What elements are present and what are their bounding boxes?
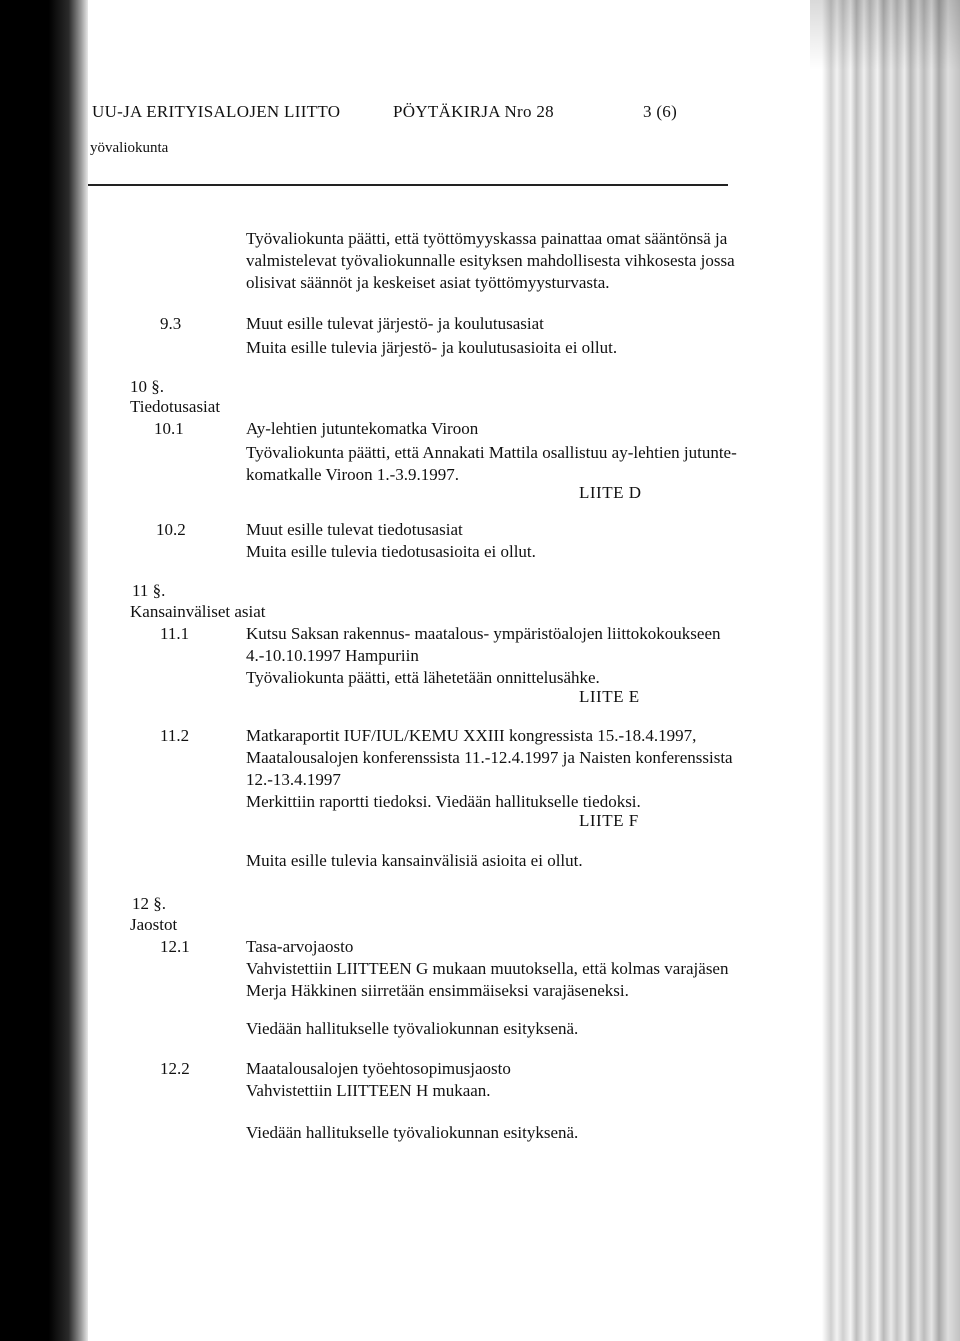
item-11-2-text-2: 12.-13.4.1997 (246, 770, 341, 789)
item-12-2-text-1: Vahvistettiin LIITTEEN H mukaan. (246, 1081, 491, 1100)
item-12-2-number: 12.2 (160, 1059, 190, 1078)
item-12-1-title: Tasa-arvojaosto (246, 937, 354, 956)
document-page (88, 0, 810, 1341)
item-10-2-title: Muut esille tulevat tiedotusasiat (246, 520, 463, 539)
item-9-3-number: 9.3 (160, 314, 182, 333)
item-11-1-title: Kutsu Saksan rakennus- maatalous- ympäristöalojen liittokokoukseen (246, 624, 721, 643)
item-11-2-extra: Muita esille tulevia kansainvälisiä asioita ei ollut. (246, 851, 583, 870)
section-11-title: Kansainväliset asiat (130, 602, 266, 621)
item-11-2-attachment: LIITE F (579, 811, 639, 830)
section-11-number: 11 §. (132, 581, 166, 600)
item-11-2-title: Matkaraportit IUF/IUL/KEMU XXIII kongressista 15.-18.4.1997, (246, 726, 697, 745)
item-10-1-number: 10.1 (154, 419, 184, 438)
item-11-1-attachment: LIITE E (579, 687, 640, 706)
item-12-1-text-2: Merja Häkkinen siirretään ensimmäiseksi varajäseneksi. (246, 981, 629, 1000)
header-organization: UU-JA ERITYISALOJEN LIITTO (92, 102, 341, 121)
page-header (88, 102, 728, 128)
item-10-1-text-2: komatkalle Viroon 1.-3.9.1997. (246, 465, 460, 484)
item-11-1-text-2: Työvaliokunta päätti, että lähetetään onnittelusähke. (246, 668, 600, 687)
item-9-3-text: Muita esille tulevia järjestö- ja koulutusasioita ei ollut. (246, 338, 618, 357)
intro-line-2: valmistelevat työvaliokunnalle esityksen mahdollisesta vihkosesta jossa (246, 251, 735, 270)
scan-page-stack-right (810, 0, 960, 1341)
scan-edge-left (0, 0, 88, 1341)
intro-line-1: Työvaliokunta päätti, että työttömyyskassa painattaa omat sääntönsä ja (246, 229, 728, 248)
item-11-1-text-1: 4.-10.10.1997 Hampuriin (246, 646, 419, 665)
section-10-title: Tiedotusasiat (130, 397, 221, 416)
header-page-number: 3 (6) (643, 102, 678, 121)
item-10-1-text-1: Työvaliokunta päätti, että Annakati Mattila osallistuu ay-lehtien jutunte- (246, 443, 737, 462)
item-12-1-text-1: Vahvistettiin LIITTEEN G mukaan muutoksella, että kolmas varajäsen (246, 959, 729, 978)
item-10-1-attachment: LIITE D (579, 483, 642, 502)
scan-shadow-top-right (810, 0, 960, 70)
item-10-2-text: Muita esille tulevia tiedotusasioita ei ollut. (246, 542, 536, 561)
intro-line-3: olisivat säännöt ja keskeiset asiat työttömyysturvasta. (246, 273, 610, 292)
item-11-2-text-3: Merkittiin raportti tiedoksi. Viedään hallitukselle tiedoksi. (246, 792, 641, 811)
header-document-title: PÖYTÄKIRJA Nro 28 (393, 102, 554, 121)
item-9-3-title: Muut esille tulevat järjestö- ja koulutusasiat (246, 314, 544, 333)
item-10-1-title: Ay-lehtien jutuntekomatka Viroon (246, 419, 479, 438)
item-11-2-number: 11.2 (160, 726, 190, 745)
header-committee: yövaliokunta (90, 140, 169, 156)
item-10-2-number: 10.2 (156, 520, 186, 539)
item-12-2-title: Maatalousalojen työehtosopimusjaosto (246, 1059, 511, 1078)
item-11-2-text-1: Maatalousalojen konferenssista 11.-12.4.1997 ja Naisten konferenssista (246, 748, 733, 767)
item-12-2-text-2: Viedään hallitukselle työvaliokunnan esityksenä. (246, 1123, 579, 1142)
section-12-title: Jaostot (130, 915, 178, 934)
header-rule (88, 184, 728, 186)
item-11-1-number: 11.1 (160, 624, 190, 643)
section-10-number: 10 §. (130, 377, 164, 396)
item-12-1-number: 12.1 (160, 937, 190, 956)
section-12-number: 12 §. (132, 894, 166, 913)
item-12-1-text-3: Viedään hallitukselle työvaliokunnan esityksenä. (246, 1019, 579, 1038)
